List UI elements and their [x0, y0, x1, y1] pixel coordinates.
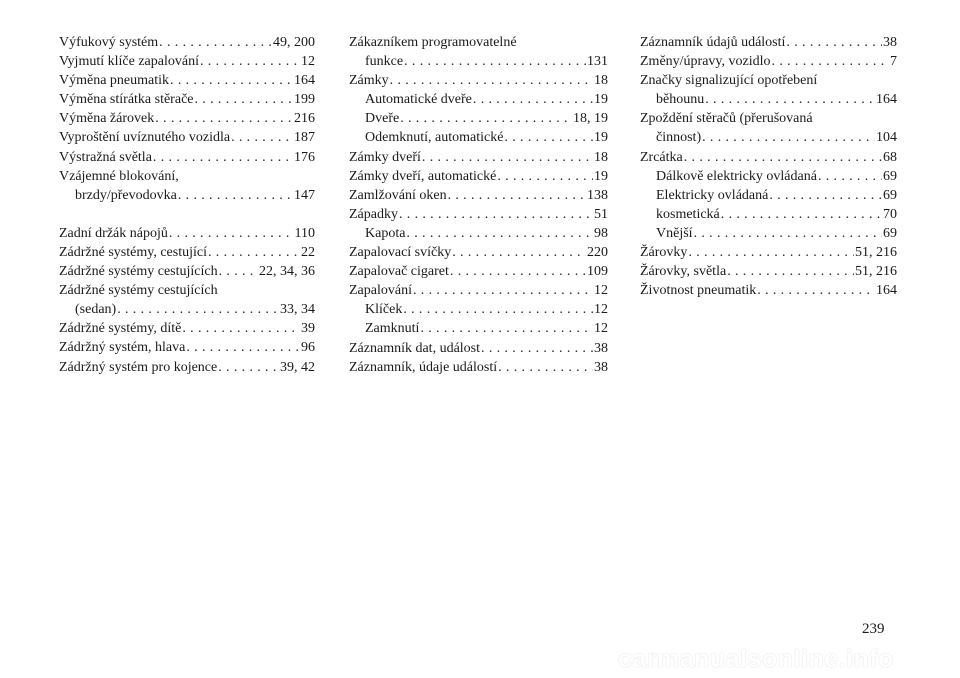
index-entry	[349, 128, 608, 147]
index-entry	[59, 33, 315, 52]
entry-pages: 18	[594, 73, 608, 89]
dot-leader	[705, 90, 875, 109]
entry-label: Zapalovací svíčky	[349, 245, 452, 261]
index-entry	[349, 205, 608, 224]
dot-leader	[504, 128, 593, 147]
dot-leader	[182, 319, 300, 338]
dot-leader	[772, 52, 889, 71]
entry-label: Záznamník údajů událostí	[640, 35, 786, 50]
entry-label: Zapalovač cigaret	[349, 264, 449, 280]
index-entry	[640, 186, 897, 205]
index-entry	[349, 224, 608, 243]
entry-label: Značky signalizující opotřebení	[640, 73, 818, 89]
dot-leader	[688, 243, 854, 262]
dot-leader	[694, 224, 882, 243]
entry-label: Dálkově elektricky ovládaná	[656, 168, 817, 184]
dot-leader	[390, 71, 593, 90]
entry-label: Záznamník, údaje událostí	[349, 359, 498, 375]
entry-pages: 38	[594, 359, 608, 375]
index-entry	[59, 224, 315, 243]
index-entry	[59, 300, 315, 319]
entry-label: Výměna pneumatik	[59, 73, 170, 89]
entry-label: Zádržný systém pro kojence	[59, 359, 218, 375]
index-entry	[59, 243, 315, 262]
entry-pages: 12	[594, 302, 608, 318]
index-entry	[640, 109, 897, 128]
dot-leader	[721, 205, 882, 224]
index-entry	[349, 319, 608, 338]
dot-leader	[769, 186, 882, 205]
entry-pages: 199	[294, 92, 315, 108]
entry-label: Zámky	[349, 73, 389, 89]
index-entry	[59, 338, 315, 357]
index-entry	[349, 71, 608, 90]
entry-label: Zádržné systémy, cestující	[59, 244, 207, 260]
index-entry	[640, 243, 897, 262]
entry-pages: 138	[587, 187, 608, 203]
entry-label: Zadní držák nápojů	[59, 225, 168, 241]
entry-pages: 38	[594, 340, 608, 356]
index-entry	[349, 281, 608, 300]
entry-pages: 220	[587, 245, 608, 261]
index-entry	[349, 52, 608, 71]
index-entry	[59, 167, 315, 186]
entry-label: Vyjmutí klíče zapalování	[59, 54, 199, 70]
entry-pages: 104	[876, 130, 897, 146]
index-column-2	[349, 33, 608, 377]
dot-leader	[684, 148, 882, 167]
entry-label: Zapalování	[349, 283, 412, 299]
dot-leader	[450, 262, 586, 281]
entry-pages: 176	[294, 149, 315, 165]
dot-leader	[473, 90, 593, 109]
entry-label: Žárovky	[640, 245, 688, 261]
index-entry	[59, 262, 315, 281]
dot-leader	[159, 33, 272, 52]
index-entry	[640, 71, 897, 90]
entry-label: Zádržné systémy, dítě	[59, 321, 182, 337]
index-entry	[640, 90, 897, 109]
entry-label: Automatické dveře	[365, 92, 472, 108]
entry-label: kosmetická	[656, 206, 720, 222]
entry-pages: 69	[883, 225, 897, 241]
entry-pages: 70	[883, 206, 897, 222]
entry-pages: 22	[301, 244, 315, 260]
dot-leader	[448, 186, 586, 205]
dot-leader	[498, 358, 593, 377]
dot-leader	[406, 224, 593, 243]
dot-leader	[497, 167, 593, 186]
dot-leader	[170, 71, 293, 90]
entry-pages: 49, 200	[273, 35, 315, 50]
dot-leader	[403, 300, 593, 319]
entry-pages: 19	[594, 168, 608, 184]
index-entry	[59, 90, 315, 109]
dot-leader	[702, 128, 875, 147]
dot-leader	[757, 281, 875, 300]
entry-label: Výměna stírátka stěrače	[59, 92, 194, 108]
entry-pages: 51, 216	[855, 245, 897, 261]
index-column-1	[59, 33, 315, 377]
index-entry	[349, 243, 608, 262]
entry-label: běhounu	[656, 92, 705, 108]
entry-label: funkce	[365, 54, 404, 70]
entry-label: Zpoždění stěračů (přerušovaná	[640, 111, 813, 127]
entry-pages: 147	[294, 187, 315, 203]
index-entry	[349, 167, 608, 186]
entry-pages: 19	[594, 130, 608, 146]
entry-pages: 38	[883, 35, 897, 50]
dot-leader	[422, 148, 593, 167]
entry-pages: 96	[301, 340, 315, 356]
index-entry	[640, 33, 897, 52]
entry-label: Elektricky ovládaná	[656, 187, 769, 203]
entry-label: Zádržný systém, hlava	[59, 340, 186, 356]
entry-label: (sedan)	[75, 302, 117, 318]
index-entry	[59, 148, 315, 167]
entry-label: Západky	[349, 206, 398, 222]
entry-pages: 33, 34	[280, 302, 315, 318]
entry-pages: 18	[594, 149, 608, 165]
entry-label: Kapota	[365, 225, 406, 241]
entry-pages: 12	[301, 54, 315, 70]
index-entry	[349, 33, 608, 52]
index-entry	[349, 339, 608, 358]
dot-leader	[218, 358, 279, 377]
index-entry	[349, 262, 608, 281]
entry-pages: 12	[594, 283, 608, 299]
dot-leader	[186, 338, 300, 357]
entry-label: Zádržné systémy cestujících	[59, 264, 218, 280]
index-entry	[349, 300, 608, 319]
entry-label: Zamlžování oken	[349, 187, 447, 203]
index-entry	[349, 148, 608, 167]
index-entry	[349, 90, 608, 109]
entry-pages: 110	[294, 225, 315, 241]
index-entry	[59, 358, 315, 377]
entry-pages: 187	[294, 130, 315, 146]
index-entry	[640, 128, 897, 147]
entry-label: Zámky dveří	[349, 149, 421, 165]
entry-pages: 22, 34, 36	[259, 264, 315, 280]
entry-pages: 51	[594, 206, 608, 222]
entry-pages: 39, 42	[280, 359, 315, 375]
index-column-3	[640, 33, 897, 300]
watermark: carmanualsonline.info	[618, 645, 894, 673]
entry-pages: 131	[587, 54, 608, 70]
page-number: 239	[862, 621, 885, 637]
dot-leader	[399, 205, 593, 224]
entry-pages: 68	[883, 149, 897, 165]
index-entry	[59, 186, 315, 205]
entry-pages: 164	[294, 73, 315, 89]
dot-leader	[413, 281, 593, 300]
dot-leader	[195, 90, 294, 109]
index-entry	[59, 128, 315, 147]
entry-label: Zákazníkem programovatelné	[349, 35, 517, 50]
entry-label: Zádržné systémy cestujících	[59, 283, 218, 299]
entry-label: Záznamník dat, událost	[349, 340, 481, 356]
entry-label: Klíček	[365, 302, 403, 318]
dot-leader	[727, 262, 854, 281]
entry-label: Vzájemné blokování,	[59, 168, 179, 184]
index-entry	[59, 71, 315, 90]
entry-pages: 19	[594, 92, 608, 108]
index-entry	[349, 109, 608, 128]
entry-pages: 51, 216	[855, 264, 897, 280]
index-entry	[59, 319, 315, 338]
dot-leader	[208, 243, 300, 262]
entry-label: Vyproštění uvíznutého vozidla	[59, 130, 231, 146]
index-entry	[59, 281, 315, 300]
index-entry	[59, 109, 315, 128]
index-entry	[640, 205, 897, 224]
dot-leader	[169, 224, 294, 243]
dot-leader	[452, 243, 586, 262]
entry-pages: 98	[594, 225, 608, 241]
index-entry	[640, 148, 897, 167]
entry-label: Výfukový systém	[59, 35, 159, 50]
dot-leader	[155, 109, 293, 128]
entry-label: Žárovky, světla	[640, 264, 727, 280]
entry-label: Zamknutí	[365, 321, 420, 337]
dot-leader	[786, 33, 882, 52]
dot-leader	[481, 339, 593, 358]
entry-label: brzdy/převodovka	[75, 187, 177, 203]
entry-pages: 18, 19	[573, 111, 608, 127]
entry-label: Změny/úpravy, vozidlo	[640, 54, 771, 70]
dot-leader	[153, 148, 293, 167]
index-entry	[59, 52, 315, 71]
entry-pages: 39	[301, 321, 315, 337]
dot-leader	[404, 52, 586, 71]
entry-pages: 69	[883, 187, 897, 203]
entry-label: Odemknutí, automatické	[365, 130, 504, 146]
dot-leader	[818, 167, 882, 186]
dot-leader	[231, 128, 293, 147]
dot-leader	[178, 186, 293, 205]
entry-pages: 164	[876, 92, 897, 108]
entry-pages: 164	[876, 283, 897, 299]
index-entry	[640, 224, 897, 243]
index-entry	[640, 167, 897, 186]
entry-label: činnost)	[656, 130, 702, 146]
entry-pages: 216	[294, 111, 315, 127]
entry-label: Vnější	[656, 225, 693, 241]
entry-pages: 12	[594, 321, 608, 337]
entry-label: Životnost pneumatik	[640, 283, 757, 299]
entry-label: Výstražná světla	[59, 149, 152, 165]
index-entry	[640, 52, 897, 71]
index-entry	[640, 281, 897, 300]
entry-label: Zrcátka	[640, 149, 683, 165]
entry-label: Zámky dveří, automatické	[349, 168, 497, 184]
dot-leader	[400, 109, 572, 128]
entry-pages: 69	[883, 168, 897, 184]
entry-label: Výměna žárovek	[59, 111, 155, 127]
entry-pages: 109	[587, 264, 608, 280]
dot-leader	[420, 319, 593, 338]
dot-leader	[117, 300, 279, 319]
dot-leader	[200, 52, 300, 71]
index-entry	[640, 262, 897, 281]
dot-leader	[219, 262, 258, 281]
index-entry	[349, 358, 608, 377]
entry-label: Dveře	[365, 111, 400, 127]
entry-pages: 7	[890, 54, 897, 70]
index-entry	[349, 186, 608, 205]
